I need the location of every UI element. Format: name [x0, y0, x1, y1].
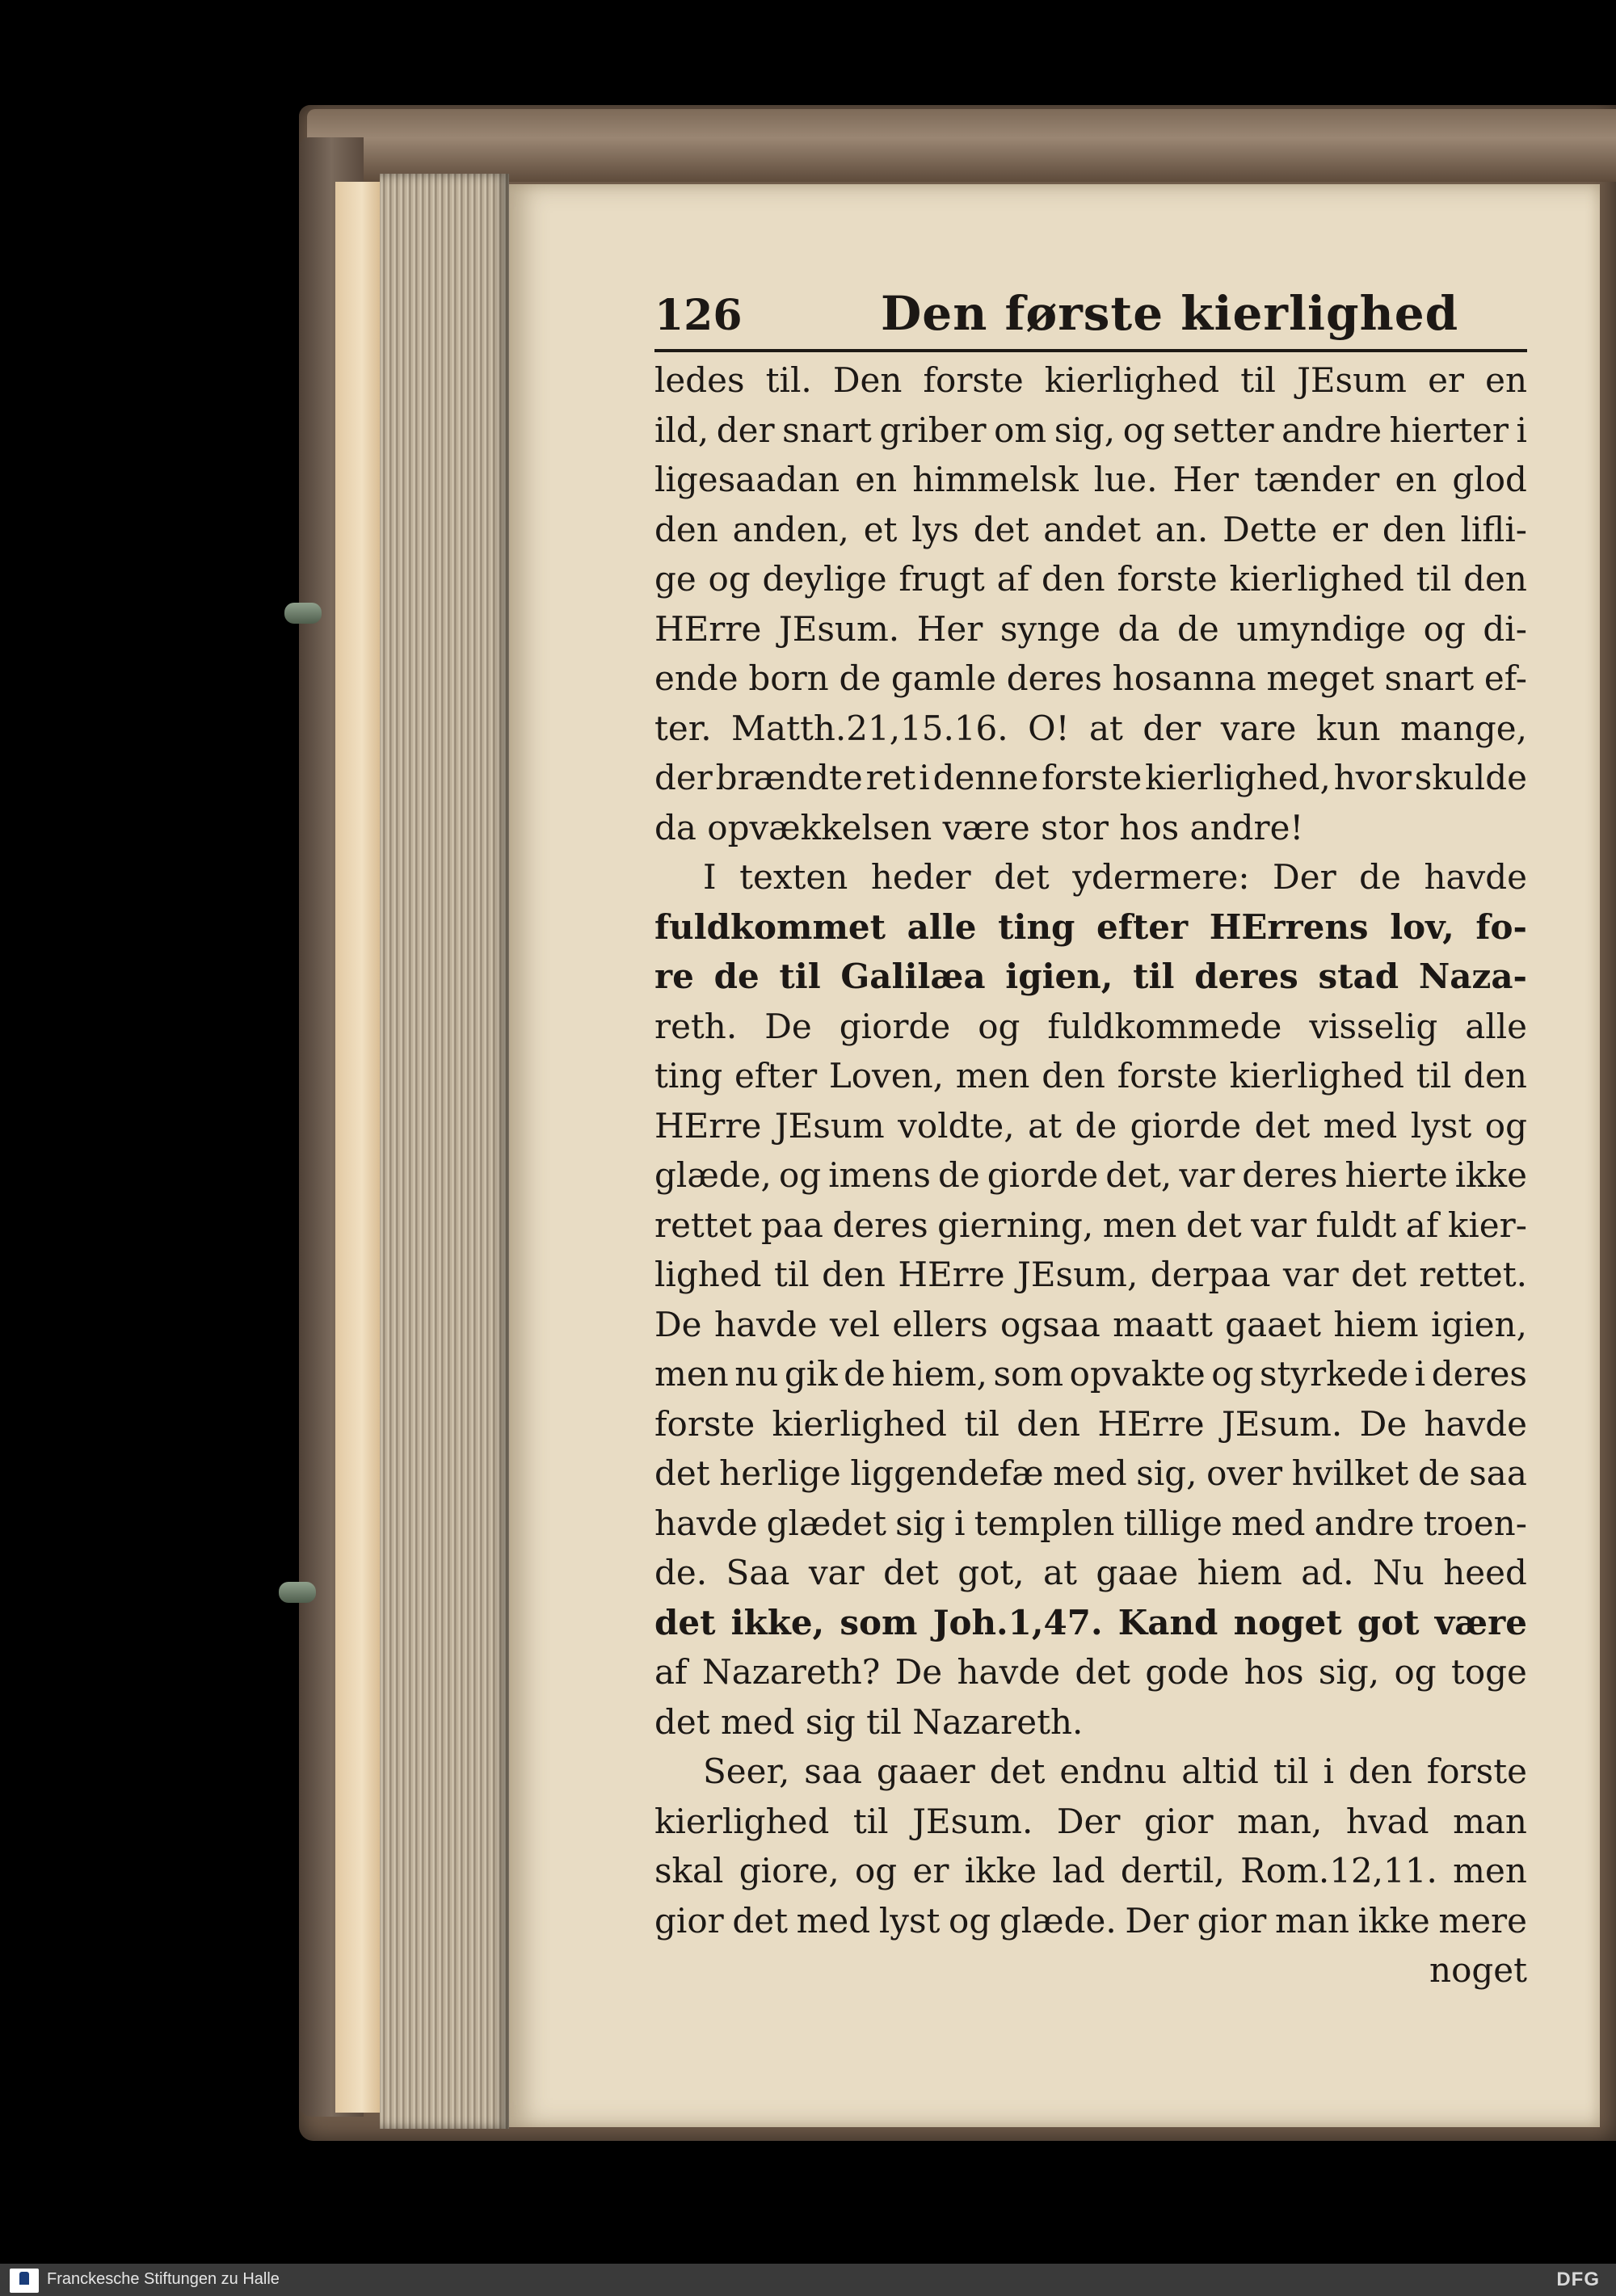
funder-logo: DFG [1556, 2269, 1600, 2290]
text-line: ende born de gamle deres hosanna meget snart ef- [654, 658, 1527, 698]
text-line: ting efter Loven, men den forste kierlighed til den [654, 1056, 1527, 1095]
text-line: de. Saa var det got, at gaae hiem ad. Nu heed [654, 1553, 1527, 1592]
institution-name: Franckesche Stiftungen zu Halle [47, 2270, 280, 2288]
book-cover-top-edge [307, 109, 1616, 182]
text-line: lighed til den HErre JEsum, derpaa var det rettet. [654, 1255, 1527, 1294]
body-text [654, 355, 1527, 1995]
text-line: ledes til. Den forste kierlighed til JEsum er en [654, 360, 1527, 400]
running-head: Den første kierlighed [881, 286, 1459, 341]
text-line: re de til Galilæa igien, til deres stad Naza- [654, 957, 1527, 996]
page-block-edges [380, 174, 509, 2129]
text-line: ge og deylige frugt af den forste kierlighed til den [654, 559, 1527, 599]
text-line: forste kierlighed til den HErre JEsum. De havde [654, 1403, 1527, 1444]
text-line: gior det med lyst og glæde. Der gior man ikke mere [654, 1900, 1527, 1941]
text-line: ter. Matth.21,15.16. O! at der vare kun mange, [654, 708, 1527, 748]
text-line: af Nazareth? De havde det gode hos sig, og toge [654, 1652, 1527, 1692]
text-line: det med sig til Nazareth. [654, 1701, 1084, 1742]
text-line: skal giore, og er ikke lad dertil, Rom.12,11. men [654, 1851, 1527, 1890]
text-line: ligesaadan en himmelsk lue. Her tænder en glod [654, 460, 1527, 499]
text-line: men nu gik de hiem, som opvakte og styrkede i deres [654, 1354, 1527, 1394]
text-line: fuldkommet alle ting efter HErrens lov, fo- [654, 906, 1527, 947]
page-number: 126 [654, 291, 743, 340]
text-line: reth. De giorde og fuldkommede visselig alle [654, 1006, 1527, 1046]
text-line: De havde vel ellers ogsaa maatt gaaet hiem igien, [654, 1304, 1527, 1344]
footer-bar [0, 2264, 1616, 2296]
text-line: rettet paa deres gierning, men det var fuldt af kier- [654, 1205, 1527, 1245]
text-line: havde glædet sig i templen tillige med andre troen- [654, 1503, 1527, 1543]
flyleaf [335, 182, 380, 2113]
text-line: det ikke, som Joh.1,47. Kand noget got være [654, 1602, 1527, 1642]
text-line: da opvækkelsen være stor hos andre! [654, 807, 1304, 847]
institution-logo-icon [10, 2269, 39, 2293]
text-line: kierlighed til JEsum. Der gior man, hvad man [654, 1801, 1527, 1841]
text-line: HErre JEsum. Her synge da de umyndige og di- [654, 608, 1527, 649]
text-line: glæde, og imens de giorde det, var deres hierte ikke [654, 1155, 1527, 1195]
text-line: I texten heder det ydermere: Der de havde [703, 857, 1527, 897]
text-line: Seer, saa gaaer det endnu altid til i den forste [703, 1751, 1527, 1791]
text-line: noget [1429, 1950, 1527, 1990]
page-header [654, 284, 1527, 352]
clasp-lower [279, 1582, 316, 1603]
text-line: ild, der snart griber om sig, og setter andre hierter i [654, 410, 1527, 450]
text-line: HErre JEsum voldte, at de giorde det med lyst og [654, 1105, 1527, 1146]
text-line: der brændte ret i denne forste kierlighed, hvor skulde [654, 758, 1527, 797]
clasp-upper [284, 603, 322, 624]
text-line: den anden, et lys det andet an. Dette er den lifli- [654, 509, 1527, 549]
text-line: det herlige liggendefæ med sig, over hvilket de saa [654, 1453, 1527, 1493]
